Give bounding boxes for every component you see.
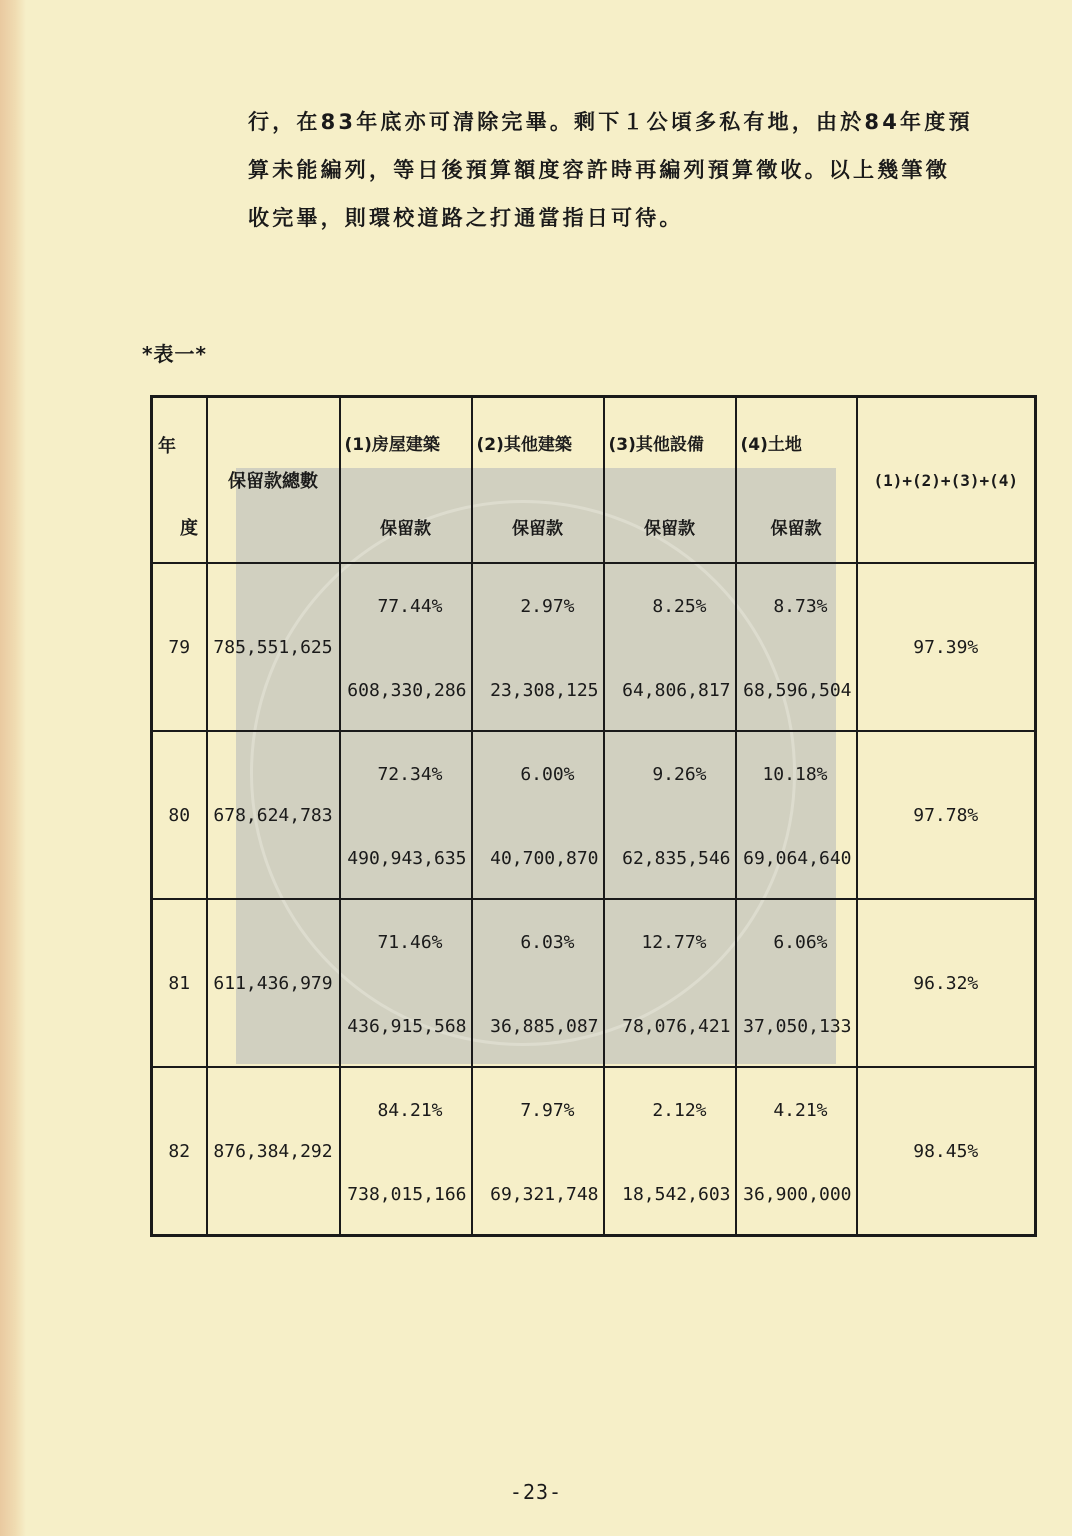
- cell-amount: 37,050,133: [743, 1016, 852, 1037]
- header-total: 保留款總數: [207, 397, 340, 564]
- header-year-top: 年: [158, 436, 176, 457]
- table-row: [152, 899, 1036, 1067]
- cell-amount: 40,700,870: [490, 848, 599, 869]
- row-cell: [472, 731, 604, 899]
- row-cell: [604, 1067, 736, 1236]
- row-cell: [736, 1067, 857, 1236]
- row-cell: [340, 731, 472, 899]
- cell-percent: 6.06%: [773, 932, 828, 953]
- header-col-2-top: (2)其他建築: [476, 435, 572, 455]
- row-year: 80: [152, 731, 207, 899]
- row-total: 611,436,979: [207, 899, 340, 1067]
- cell-percent: 10.18%: [762, 764, 828, 785]
- cell-percent: 12.77%: [641, 932, 707, 953]
- header-col-3-bottom: 保留款: [644, 519, 695, 539]
- cell-percent: 8.25%: [652, 596, 707, 617]
- row-cell: [340, 1067, 472, 1236]
- header-col-4: [736, 397, 857, 564]
- cell-amount: 608,330,286: [347, 680, 467, 701]
- cell-amount: 69,064,640: [743, 848, 852, 869]
- cell-amount: 738,015,166: [347, 1184, 467, 1205]
- header-col-2: [472, 397, 604, 564]
- header-col-4-top: (4)土地: [740, 435, 802, 455]
- row-cell: [472, 899, 604, 1067]
- table-row: [152, 563, 1036, 731]
- row-year: 81: [152, 899, 207, 1067]
- row-cell: [604, 563, 736, 731]
- cell-amount: 18,542,603: [622, 1184, 731, 1205]
- header-col-3-top: (3)其他設備: [608, 435, 704, 455]
- header-col-4-bottom: 保留款: [770, 519, 822, 539]
- row-year: 79: [152, 563, 207, 731]
- paragraph-line: 行，在83年底亦可清除完畢。剩下１公頃多私有地，由於84年度預: [248, 110, 973, 134]
- cell-percent: 6.00%: [520, 764, 575, 785]
- paragraph-line: 收完畢，則環校道路之打通當指日可待。: [248, 206, 684, 230]
- table-row: [152, 731, 1036, 899]
- header-col-1-bottom: 保留款: [380, 519, 431, 539]
- header-col-2-bottom: 保留款: [512, 519, 563, 539]
- page-edge: [0, 0, 26, 1536]
- row-sum: 97.78%: [857, 731, 1036, 899]
- cell-percent: 9.26%: [652, 764, 707, 785]
- table-row: [152, 1067, 1036, 1236]
- page-number: -23-: [509, 1480, 563, 1504]
- header-year: [152, 397, 207, 564]
- cell-percent: 71.46%: [377, 932, 443, 953]
- row-year: 82: [152, 1067, 207, 1236]
- cell-amount: 78,076,421: [622, 1016, 731, 1037]
- cell-amount: 68,596,504: [743, 680, 852, 701]
- header-year-bottom: 度: [180, 518, 198, 539]
- cell-percent: 77.44%: [377, 596, 443, 617]
- cell-amount: 490,943,635: [347, 848, 467, 869]
- cell-percent: 7.97%: [520, 1100, 575, 1121]
- table-label: *表一*: [142, 342, 207, 366]
- row-cell: [340, 563, 472, 731]
- header-col-1-top: (1)房屋建築: [344, 435, 440, 455]
- cell-amount: 36,885,087: [490, 1016, 599, 1037]
- cell-amount: 64,806,817: [622, 680, 731, 701]
- header-sum: (1)+(2)+(3)+(4): [857, 397, 1036, 564]
- row-cell: [604, 731, 736, 899]
- header-col-1: [340, 397, 472, 564]
- cell-percent: 8.73%: [773, 596, 828, 617]
- cell-amount: 36,900,000: [743, 1184, 852, 1205]
- row-total: 876,384,292: [207, 1067, 340, 1236]
- table-header-row: [152, 397, 1036, 564]
- paragraph-line: 算未能編列，等日後預算額度容許時再編列預算徵收。以上幾筆徵: [248, 158, 950, 182]
- reserve-funds-table: [150, 395, 1037, 1237]
- cell-amount: 436,915,568: [347, 1016, 467, 1037]
- row-cell: [736, 563, 857, 731]
- cell-percent: 2.97%: [520, 596, 575, 617]
- row-cell: [340, 899, 472, 1067]
- row-cell: [604, 899, 736, 1067]
- row-cell: [472, 1067, 604, 1236]
- row-sum: 98.45%: [857, 1067, 1036, 1236]
- body-paragraph: [248, 98, 1048, 242]
- cell-percent: 72.34%: [377, 764, 443, 785]
- row-cell: [736, 731, 857, 899]
- cell-percent: 2.12%: [652, 1100, 707, 1121]
- row-total: 678,624,783: [207, 731, 340, 899]
- header-col-3: [604, 397, 736, 564]
- cell-amount: 62,835,546: [622, 848, 731, 869]
- cell-percent: 4.21%: [773, 1100, 828, 1121]
- cell-amount: 69,321,748: [490, 1184, 599, 1205]
- row-sum: 96.32%: [857, 899, 1036, 1067]
- row-total: 785,551,625: [207, 563, 340, 731]
- cell-percent: 6.03%: [520, 932, 575, 953]
- row-cell: [472, 563, 604, 731]
- row-cell: [736, 899, 857, 1067]
- row-sum: 97.39%: [857, 563, 1036, 731]
- cell-amount: 23,308,125: [490, 680, 599, 701]
- cell-percent: 84.21%: [377, 1100, 443, 1121]
